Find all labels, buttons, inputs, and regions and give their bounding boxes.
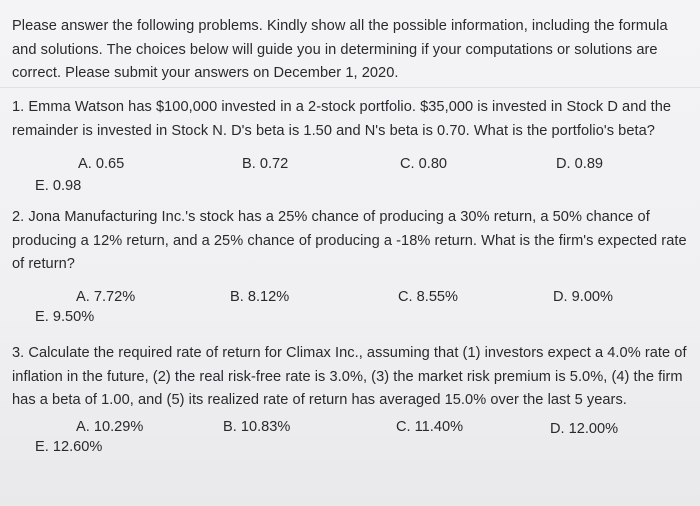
- question-3-option-a[interactable]: A. 10.29%: [76, 419, 144, 435]
- question-1-text: 1. Emma Watson has $100,000 invested in a 2-stock portfolio. $35,000 is invested in Stock D and the remainder is invested in Stock N. D's beta is 1.50 and N's beta is 0.70. What is the portfolio's beta?: [12, 99, 672, 139]
- question-3-option-e[interactable]: E. 12.60%: [35, 439, 103, 455]
- question-1-option-c[interactable]: C. 0.80: [400, 156, 448, 172]
- question-3-option-b[interactable]: B. 10.83%: [223, 419, 291, 435]
- question-1-option-e[interactable]: E. 0.98: [35, 178, 82, 194]
- question-2-option-a[interactable]: A. 7.72%: [76, 289, 136, 305]
- question-3-text: 3. Calculate the required rate of return for Climax Inc., assuming that (1) investors expect a 4.0% rate of inflation in the future, (2) the real risk-free rate is 3.0%, (3) the market risk premium is 5.0%, (4) the firm has a beta of 1.00, and (5) its realized rate of return has averaged 15.0% over the last 5 years.: [12, 345, 687, 408]
- question-2-option-d[interactable]: D. 9.00%: [553, 289, 614, 305]
- question-2-option-b[interactable]: B. 8.12%: [230, 289, 290, 305]
- question-2-text: 2. Jona Manufacturing Inc.'s stock has a 25% chance of producing a 30% return, a 50% chance of producing a 12% return, and a 25% chance of producing a -18% return. What is the firm's expected rate of return?: [12, 209, 687, 272]
- question-1-option-d[interactable]: D. 0.89: [556, 156, 604, 172]
- question-2-option-c[interactable]: C. 8.55%: [398, 289, 459, 305]
- section-divider: [0, 87, 700, 88]
- question-3-option-c[interactable]: C. 11.40%: [396, 419, 464, 435]
- instructions-paragraph: Please answer the following problems. Kindly show all the possible information, including the formula and solutions. The choices below will guide you in determining if your computations or solutions are correct. Please submit your answers on December 1, 2020.: [12, 18, 668, 81]
- question-1-option-a[interactable]: A. 0.65: [78, 156, 125, 172]
- question-2-option-e[interactable]: E. 9.50%: [35, 309, 95, 325]
- question-1-option-b[interactable]: B. 0.72: [242, 156, 289, 172]
- question-3-option-d[interactable]: D. 12.00%: [550, 421, 619, 437]
